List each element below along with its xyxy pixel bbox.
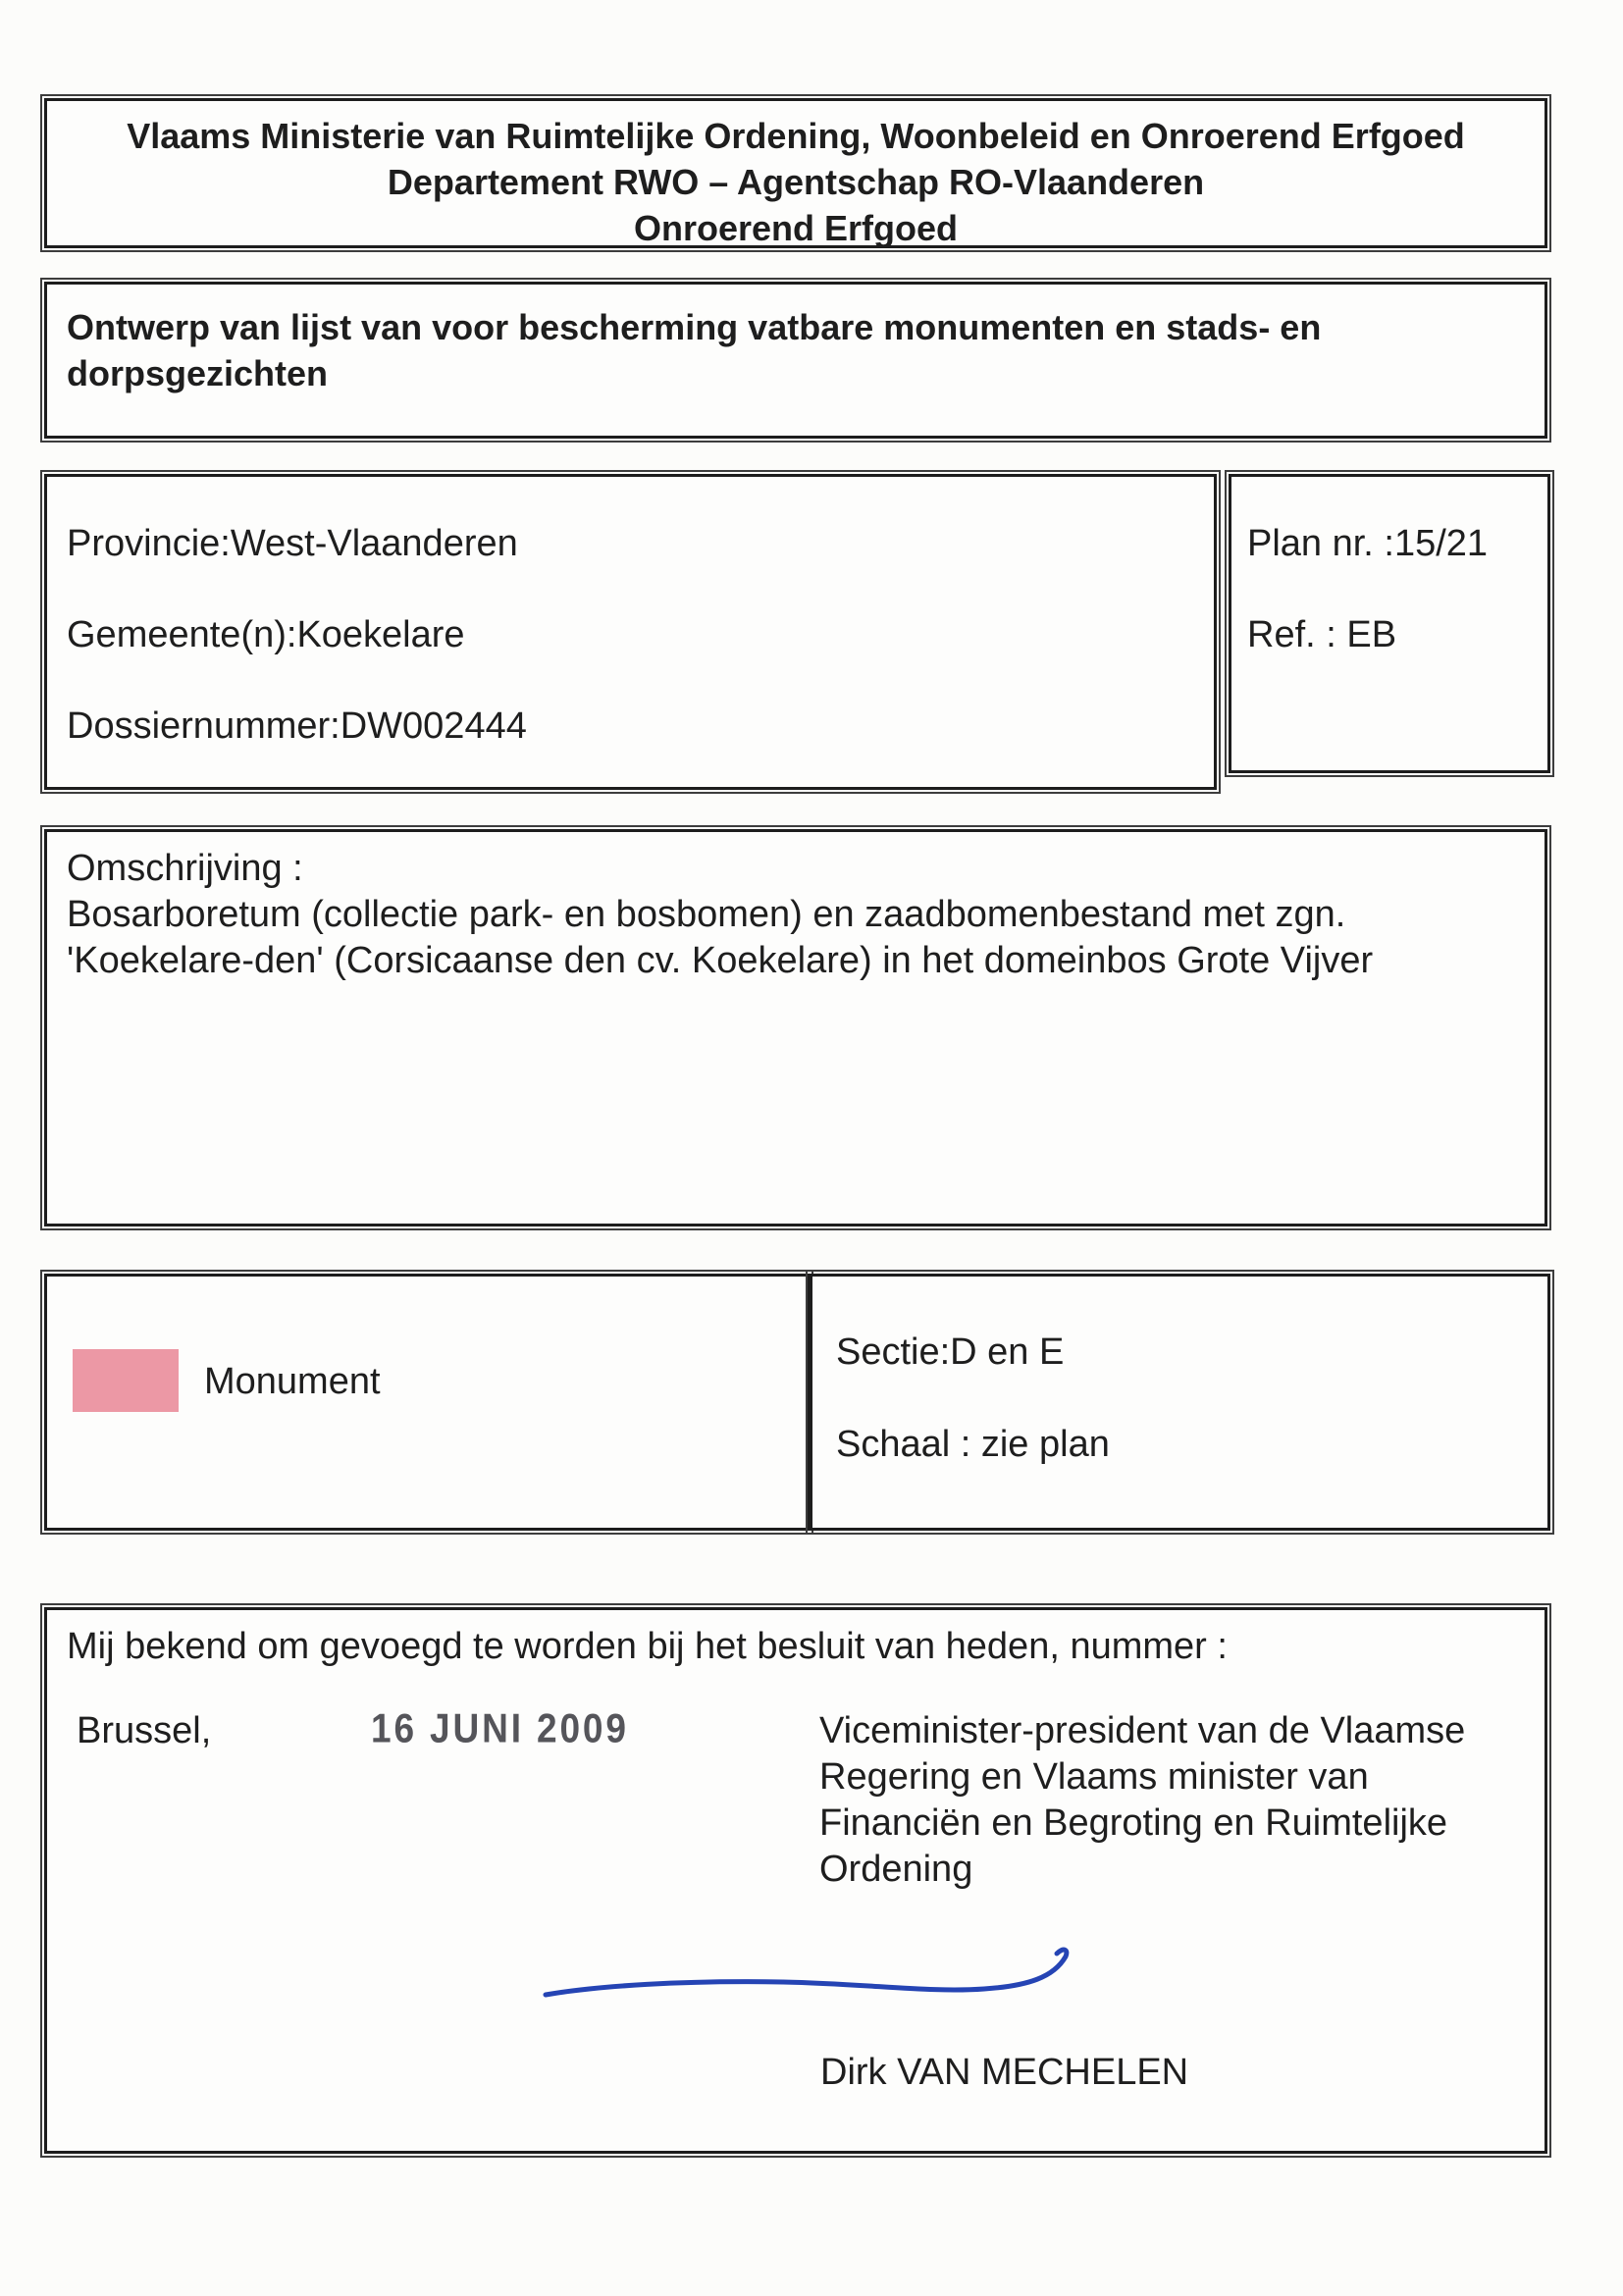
minister-title-line2: Regering en Vlaams minister van — [819, 1756, 1369, 1798]
minister-title-line4: Ordening — [819, 1849, 973, 1890]
plan-ref-box — [1229, 474, 1550, 773]
monument-color-swatch — [73, 1349, 179, 1412]
omschrijving-box — [44, 829, 1547, 1226]
ref-field: Ref. : EB — [1247, 614, 1397, 655]
minister-title-line1: Viceminister-president van de Vlaamse — [819, 1710, 1466, 1751]
ministry-header-line3: Onroerend Erfgoed — [633, 208, 959, 248]
besluit-box — [44, 1607, 1547, 2154]
schaal-field: Schaal : zie plan — [836, 1424, 1110, 1465]
document-title-line2: dorpsgezichten — [67, 353, 329, 393]
dossier-info-box — [44, 474, 1217, 790]
omschrijving-label: Omschrijving : — [67, 848, 303, 889]
signatory-name: Dirk VAN MECHELEN — [820, 2052, 1189, 2093]
ministry-header-line2: Departement RWO – Agentschap RO-Vlaanderen — [387, 162, 1205, 202]
document-title-line1: Ontwerp van lijst van voor bescherming vatbare monumenten en stads- en — [67, 307, 1322, 347]
minister-title-line3: Financiën en Begroting en Ruimtelijke — [819, 1802, 1448, 1844]
minister-title-block — [819, 1708, 1465, 1893]
monument-label: Monument — [204, 1361, 381, 1402]
provincie-field: Provincie:West-Vlaanderen — [67, 523, 518, 564]
signature-path — [546, 1950, 1067, 1995]
plan-nr-field: Plan nr. :15/21 — [1247, 523, 1489, 564]
document-title-box — [44, 282, 1547, 439]
date-stamp: 16 JUNI 2009 — [371, 1706, 629, 1752]
legend-box — [44, 1274, 810, 1531]
ministry-header-box — [44, 98, 1547, 248]
place-label: Brussel, — [77, 1710, 212, 1751]
omschrijving-line2: 'Koekelare-den' (Corsicaanse den cv. Koekelare) in het domeinbos Grote Vijver — [67, 940, 1374, 981]
signature-ink — [538, 1942, 1097, 2015]
omschrijving-line1: Bosarboretum (collectie park- en bosbomen) en zaadbomenbestand met zgn. — [67, 894, 1346, 935]
besluit-intro-line: Mij bekend om gevoegd te worden bij het besluit van heden, nummer : — [67, 1626, 1228, 1667]
sectie-schaal-box — [810, 1274, 1550, 1531]
ministry-header-line1: Vlaams Ministerie van Ruimtelijke Ordening, Woonbeleid en Onroerend Erfgoed — [127, 116, 1465, 156]
gemeente-field: Gemeente(n):Koekelare — [67, 614, 465, 655]
sectie-field: Sectie:D en E — [836, 1331, 1065, 1373]
dossiernummer-field: Dossiernummer:DW002444 — [67, 705, 527, 747]
